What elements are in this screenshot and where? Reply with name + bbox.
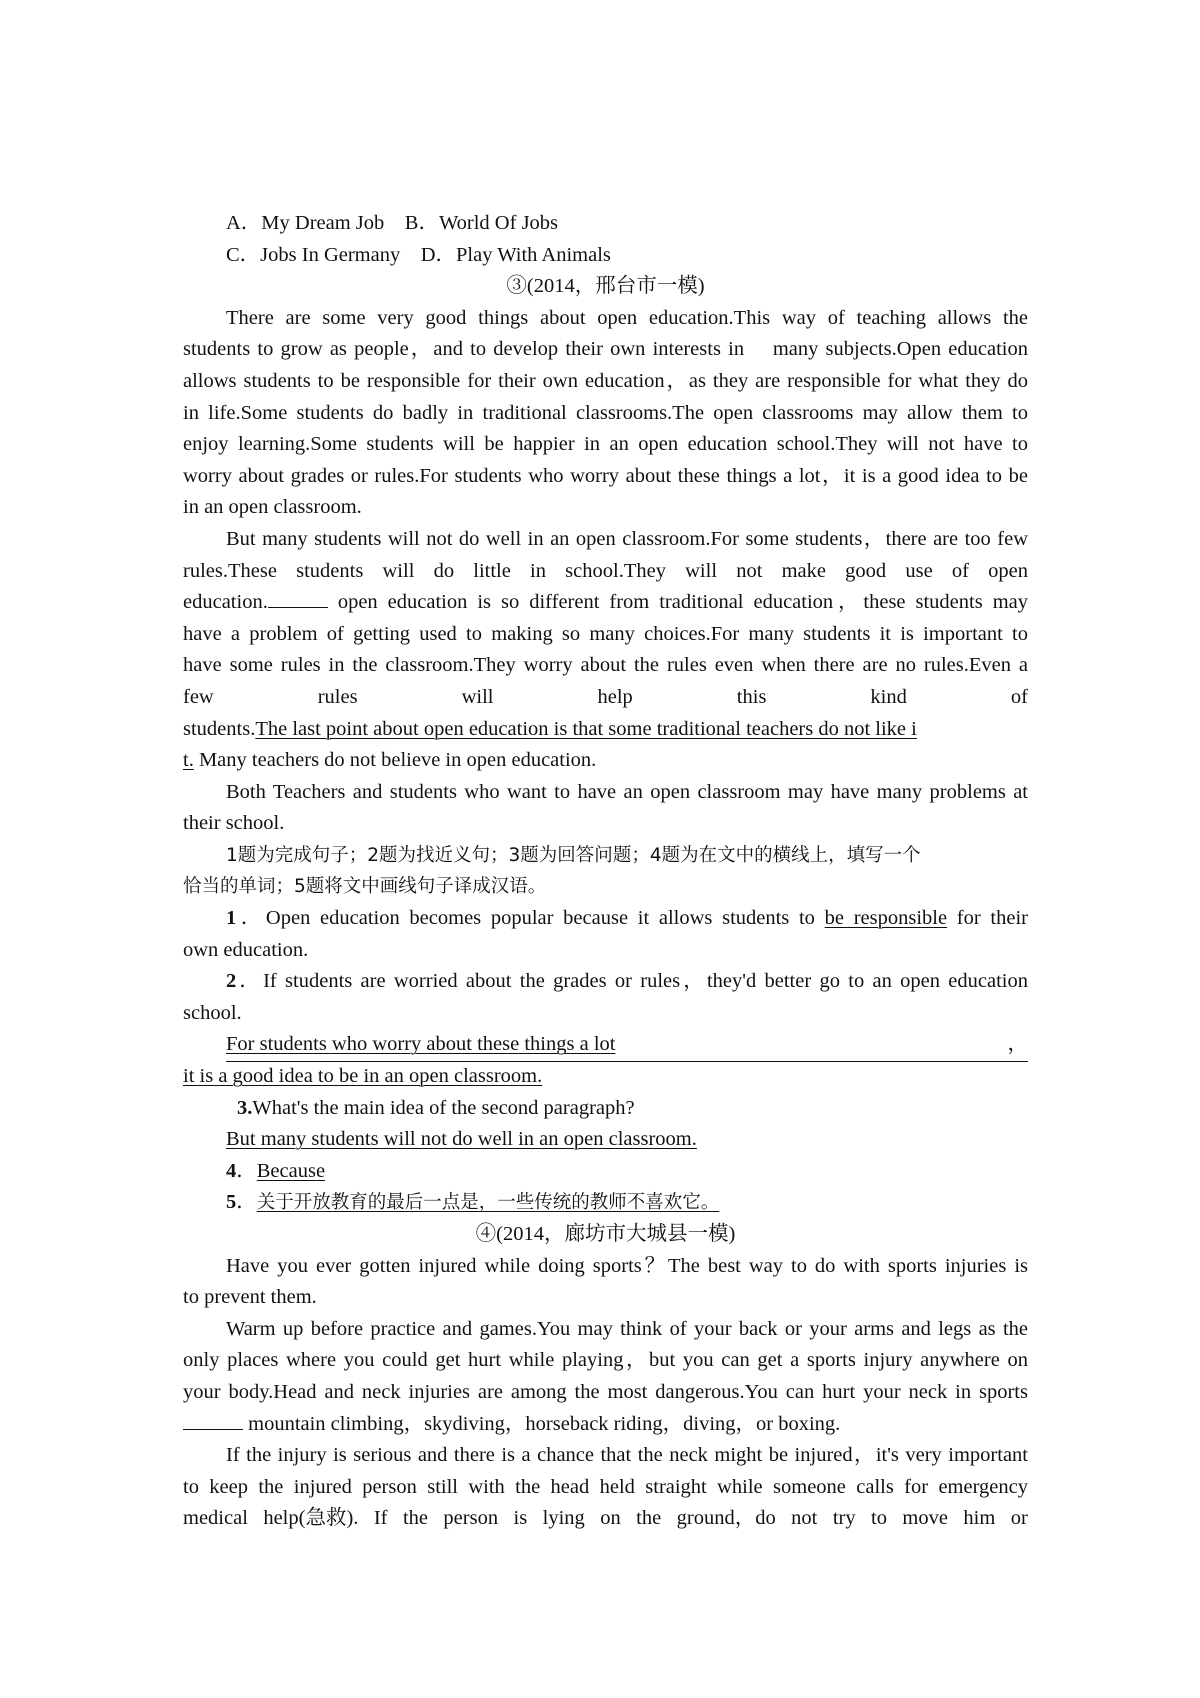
options-line-2: C．Jobs In Germany D．Play With Animals: [226, 243, 611, 266]
passage4-p2-line: only places where you could get hurt while playing，but you can get a sports injury anywhere on: [183, 1349, 1028, 1372]
question-number: 1: [226, 907, 237, 930]
word: person: [443, 1507, 499, 1530]
passage3-p1-line: in life.Some students do badly in traditional classrooms.The open classrooms may allow them to: [183, 401, 1028, 424]
passage3-p2-line: have some rules in the classroom.They worry about the rules even when there are no rules.Even a: [183, 654, 1028, 677]
passage4-source: ④(2014，廊坊市大城县一模): [475, 1223, 736, 1245]
passage4-p3-line: If the injury is serious and there is a chance that the neck might be injured，it's very important: [226, 1444, 1028, 1467]
passage3-p2-text: open education is so different from traditional education，these students may: [327, 591, 1028, 614]
answer-text: 关于开放教育的最后一点是，一些传统的教师不喜欢它。: [256, 1192, 720, 1214]
answer-text: be responsible: [824, 907, 948, 930]
underlined-sentence: The last point about open education is that some traditional teachers do not like i: [255, 717, 917, 740]
question-number: 5: [226, 1191, 237, 1214]
word: If: [373, 1507, 388, 1530]
passage3-p2-line: rules.These students will do little in school.They will not make good use of open: [183, 559, 1028, 582]
passage3-source: ③(2014，邢台市一模): [506, 275, 705, 298]
question-4: [183, 1156, 1028, 1188]
passage4-p1-line: Have you ever gotten injured while doing sports？The best way to do with sports injuries is: [226, 1254, 1028, 1277]
passage4-p2-line: Warm up before practice and games.You may think of your back or your arms and legs as the: [226, 1317, 1028, 1340]
question-text: ．If students are worried about the grades or rules，they'd better go to an open education: [236, 970, 1028, 993]
word: ground，do: [676, 1507, 776, 1530]
answer-line: [183, 1029, 1028, 1061]
passage3-p1-line: allows students to be responsible for their own education，as they are responsible for what they do: [183, 369, 1028, 392]
question-number: 3.: [237, 1096, 253, 1119]
passage4-p3-line: [183, 1503, 1028, 1535]
question-number: 2: [226, 970, 237, 993]
word: on: [600, 1507, 621, 1530]
answer-text: But many students will not do well in an open classroom.: [226, 1128, 697, 1151]
instructions-line: 恰当的单词；5题将文中画线句子译成汉语。: [183, 876, 547, 898]
passage3-p2-line: But many students will not do well in an open classroom.For some students，there are too few: [226, 527, 1028, 550]
word: the: [636, 1507, 662, 1530]
question-2-cont: school.: [183, 1001, 242, 1024]
word: help(急救).: [263, 1507, 359, 1530]
answer-blank: [268, 589, 328, 608]
word: rules: [317, 685, 358, 708]
word: not: [791, 1507, 818, 1530]
question-1: [183, 903, 1028, 935]
document-body: [183, 208, 1028, 1535]
word: this: [736, 685, 767, 708]
underlined-sentence: t.: [183, 749, 194, 772]
question-number: 4: [226, 1159, 237, 1182]
question-text: What's the main idea of the second paragraph?: [252, 1096, 635, 1119]
question-text: ．Open education becomes popular because it allows students to: [236, 907, 825, 930]
passage3-p2-text: education.: [183, 591, 268, 614]
answer-text: Because: [256, 1159, 326, 1182]
answer-line: [183, 1061, 1028, 1093]
passage3-p1-line: worry about grades or rules.For students who worry about these things a lot，it is a good idea to be: [183, 464, 1028, 487]
word: medical: [183, 1507, 248, 1530]
passage3-p1-line: in an open classroom.: [183, 496, 362, 519]
passage3-p2-line: [183, 714, 1028, 746]
word: the: [402, 1507, 428, 1530]
word: or: [1010, 1507, 1028, 1530]
word: help: [597, 685, 633, 708]
passage4-text: mountain climbing，skydiving，horseback riding，diving，or boxing.: [243, 1412, 841, 1435]
question-text: for their: [947, 907, 1028, 930]
answer-punct: ，: [1007, 1033, 1028, 1056]
word: of: [1010, 685, 1028, 708]
word: to: [871, 1507, 887, 1530]
answer-text: For students who worry about these things a lot: [226, 1033, 616, 1056]
question-2: [183, 966, 1028, 998]
answer-text: it is a good idea to be in an open classroom.: [183, 1065, 543, 1088]
passage4-p2-line: [183, 1409, 1028, 1441]
passage3-p2-line: have a problem of getting used to making so many choices.For many students it is important to: [183, 622, 1028, 645]
instructions-line: 1题为完成句子；2题为找近义句；3题为回答问题；4题为在文中的横线上，填写一个: [226, 844, 921, 866]
word: will: [461, 685, 494, 708]
passage4-p2-line: your body.Head and neck injuries are among the most dangerous.You can hurt your neck in sports: [183, 1380, 1028, 1403]
passage3-p3-line: their school.: [183, 812, 285, 835]
question-1-cont: own education.: [183, 938, 309, 961]
question-sep: ．: [236, 1159, 257, 1182]
passage3-p1-line: There are some very good things about open education.This way of teaching allows the: [226, 306, 1028, 329]
passage3-p2-text: students.: [183, 717, 256, 740]
answer-line: [183, 1124, 1028, 1156]
passage4-p3-line: to keep the injured person still with the head held straight while someone calls for emergency: [183, 1475, 1028, 1498]
word: him: [963, 1507, 996, 1530]
question-5: [183, 1187, 1028, 1219]
word: lying: [542, 1507, 585, 1530]
answer-underline: [226, 1029, 1028, 1062]
word: move: [902, 1507, 948, 1530]
options-line-1: A．My Dream Job B．World Of Jobs: [226, 212, 559, 234]
question-sep: ．: [236, 1191, 257, 1214]
passage3-p1-line: students to grow as people，and to develop their own interests in many subjects.Open education: [183, 338, 1028, 361]
passage3-p2-line: [183, 587, 1028, 619]
word: kind: [870, 685, 907, 708]
word: is: [513, 1507, 528, 1530]
passage3-p2-line: [183, 745, 1028, 777]
word: few: [183, 685, 214, 708]
answer-blank: [183, 1411, 243, 1430]
word: try: [832, 1507, 856, 1530]
passage4-p1-line: to prevent them.: [183, 1286, 317, 1309]
passage3-p2-text: Many teachers do not believe in open education.: [193, 749, 597, 772]
passage3-p1-line: enjoy learning.Some students will be happier in an open education school.They will not have to: [183, 433, 1028, 456]
passage3-p3-line: Both Teachers and students who want to have an open classroom may have many problems at: [226, 780, 1028, 803]
question-3: [183, 1093, 1028, 1125]
passage3-p2-line: [183, 682, 1028, 714]
